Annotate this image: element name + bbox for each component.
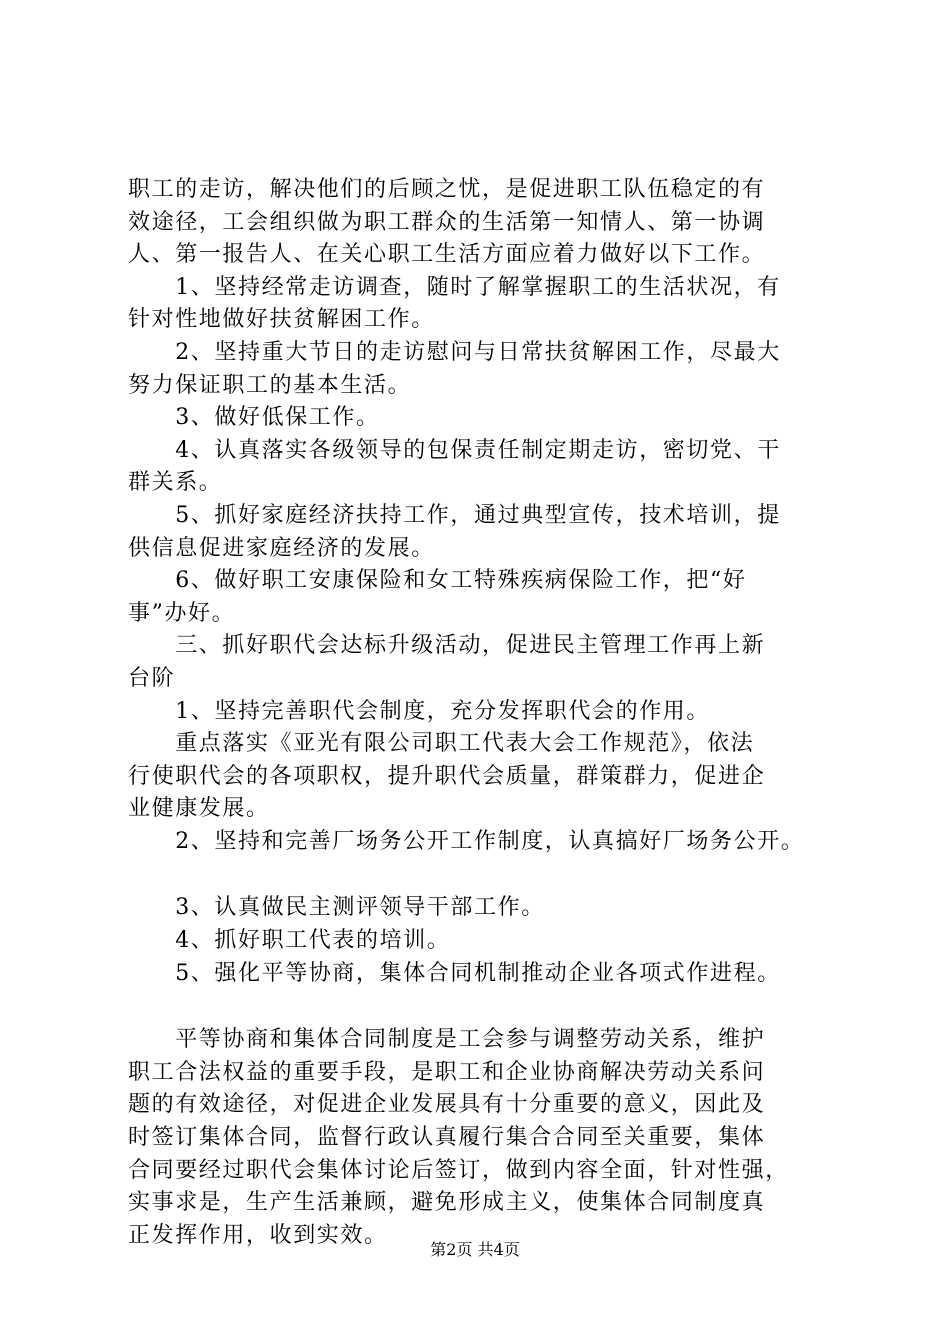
text-line: 业健康发展。 xyxy=(128,796,270,822)
text-line: 群关系。 xyxy=(128,470,223,496)
text-block-1 xyxy=(128,174,836,858)
text-line: 5、强化平等协商，集体合同机制推动企业各项式作进程。 xyxy=(128,960,781,986)
text-line: 3、认真做民主测评领导干部工作。 xyxy=(128,895,545,921)
blank-line xyxy=(128,858,836,892)
text-line: 人、第一报告人、在关心职工生活方面应着力做好以下工作。 xyxy=(128,242,766,268)
text-line: 努力保证职工的基本生活。 xyxy=(128,372,412,398)
text-line: 正发挥作用，收到实效。 xyxy=(128,1222,388,1248)
text-line: 2、坚持和完善厂场务公开工作制度，认真搞好厂场务公开。 xyxy=(128,828,805,854)
text-line: 题的有效途径，对促进企业发展具有十分重要的意义，因此及 xyxy=(128,1092,766,1118)
text-line: 事”办好。 xyxy=(128,600,236,626)
text-line: 针对性地做好扶贫解困工作。 xyxy=(128,307,435,333)
text-line: 行使职代会的各项职权，提升职代会质量，群策群力，促进企 xyxy=(128,763,766,789)
text-line: 职工合法权益的重要手段，是职工和企业协商解决劳动关系问 xyxy=(128,1059,766,1085)
text-line: 供信息促进家庭经济的发展。 xyxy=(128,535,435,561)
text-line: 效途径，工会组织做为职工群众的生活第一知情人、第一协调 xyxy=(128,209,766,235)
text-line: 实事求是，生产生活兼顾，避免形成主义，使集体合同制度真 xyxy=(128,1190,766,1216)
text-line: 4、认真落实各级领导的包保责任制定期走访，密切党、干 xyxy=(128,437,781,463)
text-line: 4、抓好职工代表的培训。 xyxy=(128,928,451,954)
text-line: 时签订集体合同，监督行政认真履行集合合同至关重要，集体 xyxy=(128,1125,766,1151)
text-line: 重点落实《亚光有限公司职工代表大会工作规范》，依法 xyxy=(128,731,755,757)
text-line: 2、坚持重大节日的走访慰问与日常扶贫解困工作，尽最大 xyxy=(128,339,781,365)
text-block-2 xyxy=(128,892,836,990)
text-line: 1、坚持完善职代会制度，充分发挥职代会的作用。 xyxy=(128,698,710,724)
text-line: 3、做好低保工作。 xyxy=(128,405,380,431)
text-line: 三、抓好职代会达标升级活动，促进民主管理工作再上新 xyxy=(128,633,766,659)
document-page xyxy=(128,174,836,1252)
text-line: 合同要经过职代会集体讨论后签订，做到内容全面，针对性强， xyxy=(128,1157,789,1183)
text-block-3 xyxy=(128,1024,836,1252)
text-line: 5、抓好家庭经济扶持工作，通过典型宣传，技术培训，提 xyxy=(128,502,781,528)
page-footer: 第2页 共4页 xyxy=(430,1240,520,1259)
text-line: 平等协商和集体合同制度是工会参与调整劳动关系，维护 xyxy=(128,1027,766,1053)
text-line: 台阶 xyxy=(128,665,176,691)
text-line: 6、做好职工安康保险和女工特殊疾病保险工作，把“好 xyxy=(128,568,747,594)
blank-line xyxy=(128,990,836,1024)
text-line: 职工的走访，解决他们的后顾之忧，是促进职工队伍稳定的有 xyxy=(128,177,766,202)
text-line: 1、坚持经常走访调查，随时了解掌握职工的生活状况，有 xyxy=(128,274,781,300)
